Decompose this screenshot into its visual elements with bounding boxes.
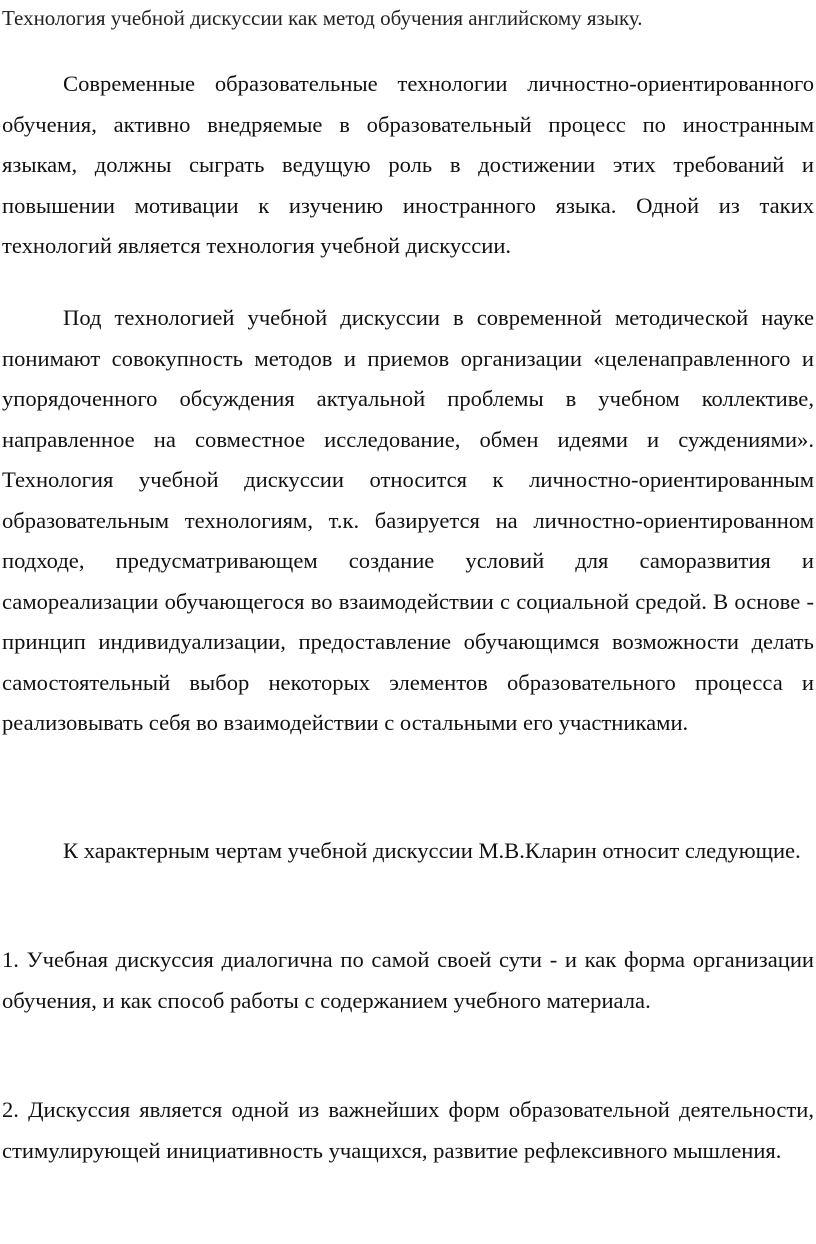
list-item-2: 2. Дискуссия является одной из важнейших форм образовательной деятельности, стимулирующей инициативность учащихся, развитие рефлексивного мышления.	[2, 1097, 814, 1163]
paragraph-intro: Современные образовательные технологии личностно-ориентированного обучения, активно внедряемые в образовательный процесс по иностранным языкам, должны сыграть ведущую роль в достижении этих требований и повышении мотивации к изучению иностранного языка. Одной из таких технологий является технология учебной дискуссии.	[2, 71, 814, 258]
paragraph-definition: Под технологией учебной дискуссии в современной методической науке понимают совокупность методов и приемов организации «целенаправленного и упорядоченного обсуждения актуальной проблемы в учебном коллективе, направленное на совместное исследование, обмен идеями и суждениями». Технология учебной дискуссии относится к личностно-ориентированным образовательным технологиям, т.к. базируется на личностно-ориентированном подходе, предусматривающем создание условий для саморазвития и самореализации обучающегося во взаимодействии с социальной средой. В основе - принцип индивидуализации, предоставление обучающимся возможности делать самостоятельный выбор некоторых элементов образовательного процесса и реализовывать себя во взаимодействии с остальными его участниками.	[2, 305, 814, 735]
document-title: Технология учебной дискуссии как метод обучения английскому языку.	[2, 6, 643, 30]
list-item-1: 1. Учебная дискуссия диалогична по самой своей сути - и как форма организации обучения, и как способ работы с содержанием учебного материала.	[2, 947, 814, 1013]
paragraph-features-intro: К характерным чертам учебной дискуссии М.В.Кларин относит следующие.	[63, 838, 801, 863]
